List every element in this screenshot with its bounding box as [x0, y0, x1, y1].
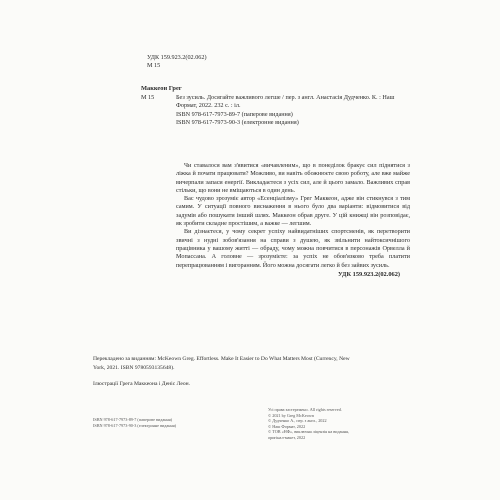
rights-line-6: оригінал-макет, 2022	[268, 434, 306, 440]
rights-line-4: © Наш Формат, 2022	[268, 423, 306, 429]
catalog-code: М 15	[141, 94, 155, 101]
catalog-description: Без зусиль. Досягайте важливого легше / пер. з англ. Анастасія Дудченко. К. : Наш Формат, 2022. 232 с. : іл.	[176, 94, 395, 110]
annotation-paragraph-1: Чи ставалося вам з'явитися «вичавленим», що в понеділок бракує сил піднятися з ліжка й почати працювати? Можливо, ви навіть обожнюєте свою роботу, але вже майже вичерпали запаси енергії. Викладаєтеся з усіх сил, але й цього замало. Важливих справ стільки, що вони не вміщаються в один день.	[176, 162, 410, 194]
rights-line-5: © ТОВ «НФ», виключна ліцензія на видання,	[268, 429, 349, 435]
translated-from: Перекладено за виданням: McKeown Greg. Effortless. Make It Easier to Do What Matters Most (Currency, New York, 2021. ISBN 9780593135648).	[93, 356, 350, 371]
annotation	[176, 162, 410, 270]
illustration-credit: Ілюстрації Грега Маккеона і Деніс Леон.	[93, 381, 191, 387]
author-code-top: М 15	[147, 62, 161, 69]
udk-header	[147, 54, 207, 70]
catalog-author: Маккеон Грег	[141, 85, 182, 92]
isbn-small-electronic: ISBN 978-617-7973-90-3 (електронне видання)	[93, 422, 177, 428]
isbn-electronic: ISBN 978-617-7973-90-3 (електронне видання)	[176, 119, 299, 127]
isbn-block	[93, 417, 253, 428]
rights-line-3: © Дудченко А., пер. з англ., 2022	[268, 418, 327, 424]
rights-line-2: © 2021 by Greg McKeown	[268, 412, 314, 418]
udk-footer: УДК 159.923.2(02.062)	[338, 271, 401, 278]
udk-code-top: УДК 159.923.2(02.062)	[147, 54, 207, 61]
rights-line-1: Усі права застережено. All rights reserved.	[268, 407, 342, 412]
isbn-small-paper: ISBN 978-617-7973-89-7 (паперове видання)	[93, 417, 173, 422]
annotation-paragraph-3: Ви дізнаєтеся, у чому секрет успіху найвидатніших спортсменів, як перетворити звичні з нудні зобов'язання на справи з душею, як звільнити найтоксичнішого працівника у вашому житті — обраду, чому можна повчитися в персонажів Орвелла й Мопассана. А головне — зрозумієте: за успіх не обов'язково треба платити перепрацюванням і вигоранням. Його можна досягати легко й без зайвих зусиль.	[176, 228, 410, 269]
annotation-paragraph-2: Вас чудово зрозуміє автор «Есенціалізму» Грег Маккеон, адже він стикнувся з тим самим. У ситуації повного виснаження в нього було два варіанти: відмовитися від задумів або пошукати інший шлях. Маккеон обрав друге. У цій книжці він розповідає, як зробити складне простішим, а важке — легшим.	[176, 195, 410, 228]
catalog-record	[176, 94, 406, 128]
copyright-block	[268, 407, 418, 441]
isbn-paper: ISBN 978-617-7973-89-7 (паперове видання)	[176, 110, 293, 118]
